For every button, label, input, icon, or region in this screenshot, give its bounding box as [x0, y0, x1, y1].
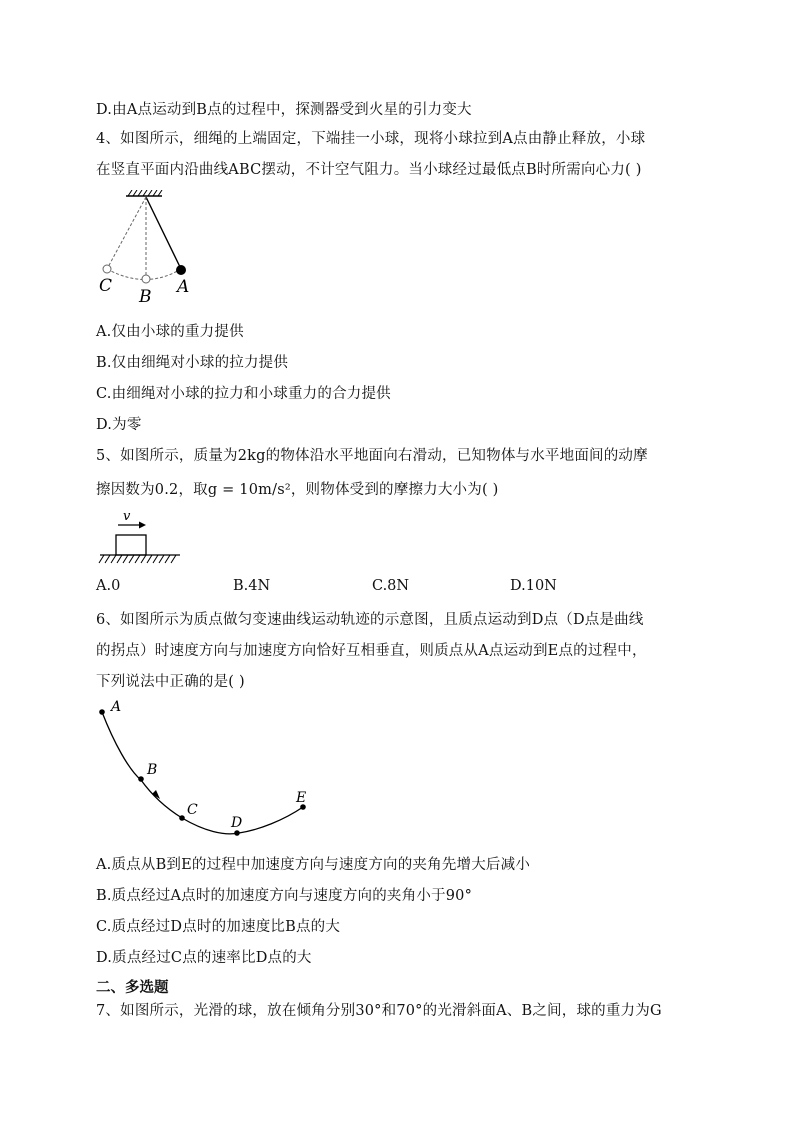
q4-option-a: A.仅由小球的重力提供	[96, 324, 244, 340]
section-title: 二、多选题	[96, 979, 169, 996]
q5-stem-line2: 擦因数为0.2，取g = 10m/s²，则物体受到的摩擦力大小为( )	[96, 482, 499, 498]
q5-option-c: C.8N	[372, 578, 410, 594]
q4-stem-line1: 4、如图所示，细绳的上端固定，下端挂一小球，现将小球拉到A点由静止释放，小球	[96, 131, 646, 147]
q7-stem-line1: 7、如图所示，光滑的球，放在倾角分别30°和70°的光滑斜面A、B之间，球的重力为G	[96, 1003, 662, 1019]
label-b: B	[139, 287, 152, 307]
q5-option-d: D.10N	[510, 578, 557, 594]
string-a	[146, 197, 181, 269]
velocity-arrow-head	[139, 522, 146, 529]
q5-stem-line1: 5、如图所示，质量为2kg的物体沿水平地面向右滑动，已知物体与水平地面间的动摩	[96, 448, 648, 464]
pendulum-figure	[94, 190, 204, 308]
q4-stem-line2: 在竖直平面内沿曲线ABC摆动，不计空气阻力。当小球经过最低点B时所需向心力( )	[96, 162, 642, 178]
q5-option-a: A.0	[96, 578, 121, 594]
label-d: D	[231, 815, 243, 831]
label-c: C	[187, 802, 198, 818]
ball-a	[176, 265, 186, 275]
q6-option-a: A.质点从B到E的过程中加速度方向与速度方向的夹角先增大后减小	[96, 857, 531, 873]
velocity-label: v	[123, 509, 131, 524]
q6-option-b: B.质点经过A点时的加速度方向与速度方向的夹角小于90°	[96, 888, 473, 904]
ground-hatch	[99, 555, 176, 563]
trajectory-figure	[94, 698, 314, 843]
q6-stem-line3: 下列说法中正确的是( )	[96, 674, 245, 690]
q6-stem-line2: 的拐点）时速度方向与加速度方向恰好互相垂直，则质点从A点运动到E点的过程中，	[96, 643, 647, 659]
q6-stem-line1: 6、如图所示为质点做匀变速曲线运动轨迹的示意图，且质点运动到D点（D点是曲线	[96, 612, 644, 628]
point-a	[99, 709, 105, 715]
trajectory-curve	[102, 712, 303, 834]
sliding-block-figure	[96, 508, 186, 570]
ceiling-hatch	[128, 190, 162, 196]
q4-option-c: C.由细绳对小球的拉力和小球重力的合力提供	[96, 386, 391, 402]
q4-option-b: B.仅由细绳对小球的拉力提供	[96, 355, 289, 371]
block	[116, 535, 146, 555]
string-c-dashed	[107, 197, 146, 269]
q6-option-c: C.质点经过D点时的加速度比B点的大	[96, 919, 341, 935]
ball-c	[103, 265, 111, 273]
label-a: A	[111, 699, 122, 715]
point-b	[138, 776, 144, 782]
ball-b	[142, 275, 150, 283]
q4-option-d: D.为零	[96, 417, 142, 433]
label-e: E	[296, 790, 307, 806]
label-a: A	[177, 277, 190, 297]
label-c: C	[99, 276, 113, 296]
label-b: B	[147, 762, 158, 778]
point-d	[234, 830, 240, 836]
q6-option-d: D.质点经过C点的速率比D点的大	[96, 950, 312, 966]
q5-option-b: B.4N	[233, 578, 271, 594]
point-c	[179, 815, 185, 821]
q3-option-d: D.由A点运动到B点的过程中，探测器受到火星的引力变大	[96, 102, 472, 118]
